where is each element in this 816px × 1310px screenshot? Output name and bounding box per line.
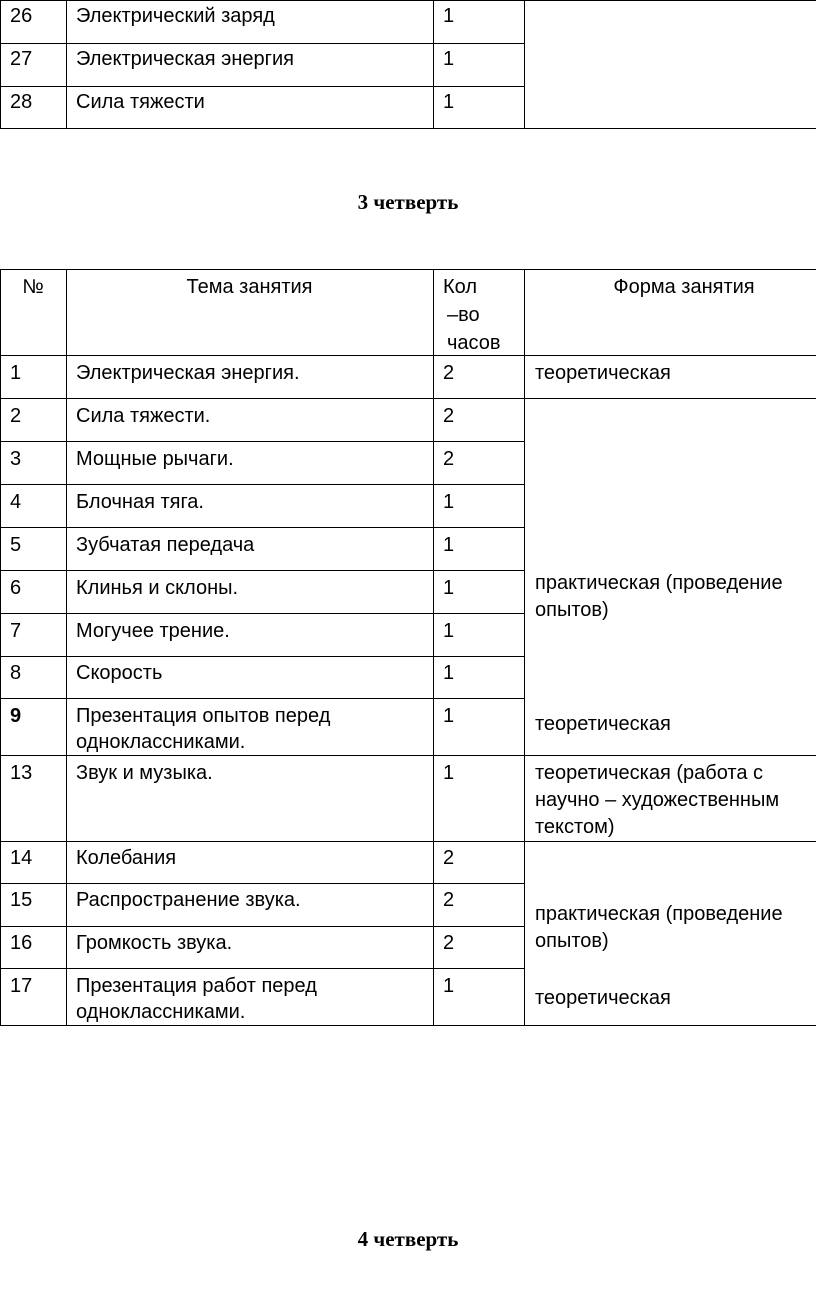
top-table-rule <box>0 86 524 87</box>
top-table-border <box>0 0 1 129</box>
top-table-col-rule <box>66 0 67 129</box>
top-row-num: 28 <box>10 91 33 113</box>
top-table-rule <box>0 43 524 44</box>
table-rule <box>0 926 524 927</box>
table-border <box>0 269 1 1026</box>
form-cell-line1: теоретическая (работа с <box>535 762 763 784</box>
header-hours-line3: часов <box>447 332 501 354</box>
row-topic: Блочная тяга. <box>76 491 204 513</box>
row-num: 4 <box>10 491 22 513</box>
row-topic-line1: Презентация опытов перед <box>76 705 331 727</box>
row-num: 9 <box>10 705 22 727</box>
row-topic: Распространение звука. <box>76 889 301 911</box>
row-hours: 1 <box>443 620 455 642</box>
row-hours: 1 <box>443 762 455 784</box>
row-topic-line2: одноклассниками. <box>76 1001 246 1023</box>
table-border <box>0 269 816 270</box>
row-num: 14 <box>10 847 33 869</box>
header-hours-line1: Кол <box>443 276 478 298</box>
row-num: 1 <box>10 362 22 384</box>
table-rule <box>0 698 524 699</box>
row-topic: Зубчатая передача <box>76 534 255 556</box>
table-col-rule <box>66 269 67 1026</box>
row-hours: 1 <box>443 705 455 727</box>
row-topic: Колебания <box>76 847 177 869</box>
top-row-topic: Сила тяжести <box>76 91 205 113</box>
row-num: 8 <box>10 662 22 684</box>
form-cell-line2: научно – художественным <box>535 789 780 811</box>
row-topic-line2: одноклассниками. <box>76 731 246 753</box>
row-topic: Электрическая энергия. <box>76 362 300 384</box>
quarter3-heading: 3 четверть <box>357 190 459 214</box>
form-cell-line1: практическая (проведение <box>535 903 783 925</box>
row-num: 15 <box>10 889 33 911</box>
top-table-border <box>0 0 816 1</box>
row-hours: 2 <box>443 847 455 869</box>
row-topic-line1: Презентация работ перед <box>76 975 317 997</box>
table-rule <box>0 613 524 614</box>
table-rule <box>0 841 816 842</box>
top-row-topic: Электрический заряд <box>76 5 275 27</box>
row-hours: 2 <box>443 448 455 470</box>
row-topic: Скорость <box>76 662 163 684</box>
top-row-hours: 1 <box>443 5 455 27</box>
row-hours: 2 <box>443 932 455 954</box>
row-topic: Сила тяжести. <box>76 405 211 427</box>
top-row-num: 27 <box>10 48 33 70</box>
row-hours: 2 <box>443 362 455 384</box>
quarter4-heading: 4 четверть <box>357 1227 459 1251</box>
row-topic: Могучее трение. <box>76 620 230 642</box>
row-hours: 1 <box>443 491 455 513</box>
row-hours: 1 <box>443 534 455 556</box>
form-cell-line3: текстом) <box>535 816 615 838</box>
table-border <box>0 1025 816 1026</box>
row-num: 7 <box>10 620 22 642</box>
row-topic: Мощные рычаги. <box>76 448 234 470</box>
table-rule <box>0 527 524 528</box>
form-cell-line2: опытов) <box>535 599 609 621</box>
top-table-col-rule <box>433 0 434 129</box>
table-col-rule <box>524 269 525 1026</box>
header-num: № <box>22 276 44 298</box>
header-hours-line2: –во <box>447 304 480 326</box>
table-rule <box>0 883 524 884</box>
row-hours: 2 <box>443 405 455 427</box>
row-num: 16 <box>10 932 33 954</box>
row-num: 5 <box>10 534 22 556</box>
form-cell: теоретическая <box>535 713 671 735</box>
row-num: 17 <box>10 975 33 997</box>
row-hours: 2 <box>443 889 455 911</box>
row-hours: 1 <box>443 662 455 684</box>
row-num: 6 <box>10 577 22 599</box>
top-table-border <box>0 128 816 129</box>
row-topic: Клинья и склоны. <box>76 577 239 599</box>
form-cell: теоретическая <box>535 987 671 1009</box>
top-row-num: 26 <box>10 5 33 27</box>
table-rule <box>0 570 524 571</box>
row-topic: Звук и музыка. <box>76 762 213 784</box>
table-rule <box>0 755 816 756</box>
row-hours: 1 <box>443 975 455 997</box>
row-num: 2 <box>10 405 22 427</box>
table-rule <box>0 968 524 969</box>
top-table-col-rule <box>524 0 525 129</box>
row-hours: 1 <box>443 577 455 599</box>
form-cell-line1: практическая (проведение <box>535 572 783 594</box>
row-num: 13 <box>10 762 33 784</box>
row-topic: Громкость звука. <box>76 932 233 954</box>
table-rule <box>0 484 524 485</box>
header-topic: Тема занятия <box>186 276 313 298</box>
form-cell: теоретическая <box>535 362 671 384</box>
top-row-hours: 1 <box>443 91 455 113</box>
table-rule <box>0 441 524 442</box>
table-rule <box>0 355 816 356</box>
header-form: Форма занятия <box>613 276 755 298</box>
form-cell-line2: опытов) <box>535 930 609 952</box>
top-row-topic: Электрическая энергия <box>76 48 294 70</box>
table-rule <box>0 398 816 399</box>
top-row-hours: 1 <box>443 48 455 70</box>
table-rule <box>0 656 524 657</box>
row-num: 3 <box>10 448 22 470</box>
table-col-rule <box>433 269 434 1026</box>
